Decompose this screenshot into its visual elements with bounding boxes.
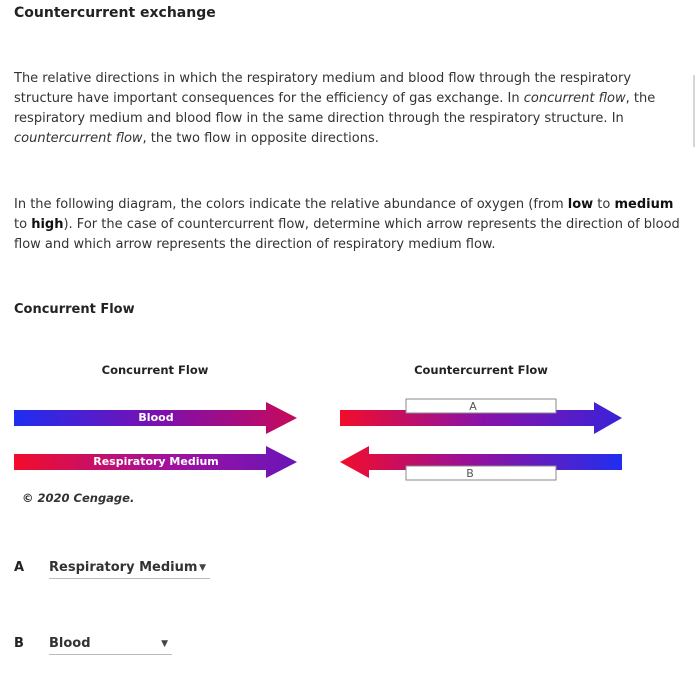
text-segment: The relative directions in which the respiratory medium and blood flow through the respiratory structure have important consequences for the efficiency of gas exchange. In: [14, 71, 632, 106]
question-a-letter: A: [14, 560, 25, 575]
chevron-down-icon: ▼: [161, 639, 168, 649]
term-concurrent-flow: concurrent flow: [523, 91, 626, 106]
text-segment: In the following diagram, the colors indicate the relative abundance of oxygen (from: [14, 197, 568, 212]
flow-diagram: [0, 340, 700, 530]
text-segment: , the respiratory medium and blood flow in the same direction through the respiratory structure. In: [14, 91, 656, 126]
answer-box-a: [406, 399, 556, 413]
respiratory-medium-arrow-label: Respiratory Medium: [93, 455, 219, 468]
intro-paragraph: [14, 69, 684, 149]
term-high: high: [31, 217, 64, 232]
term-medium: medium: [614, 197, 674, 212]
chevron-down-icon: ▼: [199, 563, 206, 573]
answer-b-dropdown[interactable]: [49, 634, 172, 655]
answer-box-a-label: A: [469, 400, 477, 413]
page-title: Countercurrent exchange: [14, 5, 216, 21]
countercurrent-flow-title: Countercurrent Flow: [414, 363, 548, 377]
scrollbar[interactable]: [693, 75, 695, 147]
term-low: low: [567, 197, 594, 212]
question-b-letter: B: [14, 636, 24, 651]
answer-a-selected: Respiratory Medium: [49, 560, 198, 575]
answer-a-dropdown[interactable]: [49, 558, 210, 579]
term-countercurrent-flow: countercurrent flow: [14, 131, 143, 146]
section-heading: Concurrent Flow: [14, 302, 135, 317]
text-segment: ). For the case of countercurrent flow, determine which arrow represents the direction of blood flow and which arrow represents the direction of respiratory medium flow.: [14, 217, 680, 252]
answer-box-b: [406, 466, 556, 480]
text-segment: , the two flow in opposite directions.: [142, 131, 379, 146]
text-segment: to: [593, 197, 615, 212]
answer-b-selected: Blood: [49, 636, 91, 651]
instruction-paragraph: [14, 195, 684, 255]
concurrent-flow-title: Concurrent Flow: [101, 363, 209, 377]
answer-box-b-label: B: [466, 467, 474, 480]
text-segment: to: [14, 217, 32, 232]
copyright-notice: © 2020 Cengage.: [22, 491, 135, 505]
blood-arrow-label: Blood: [138, 411, 174, 424]
